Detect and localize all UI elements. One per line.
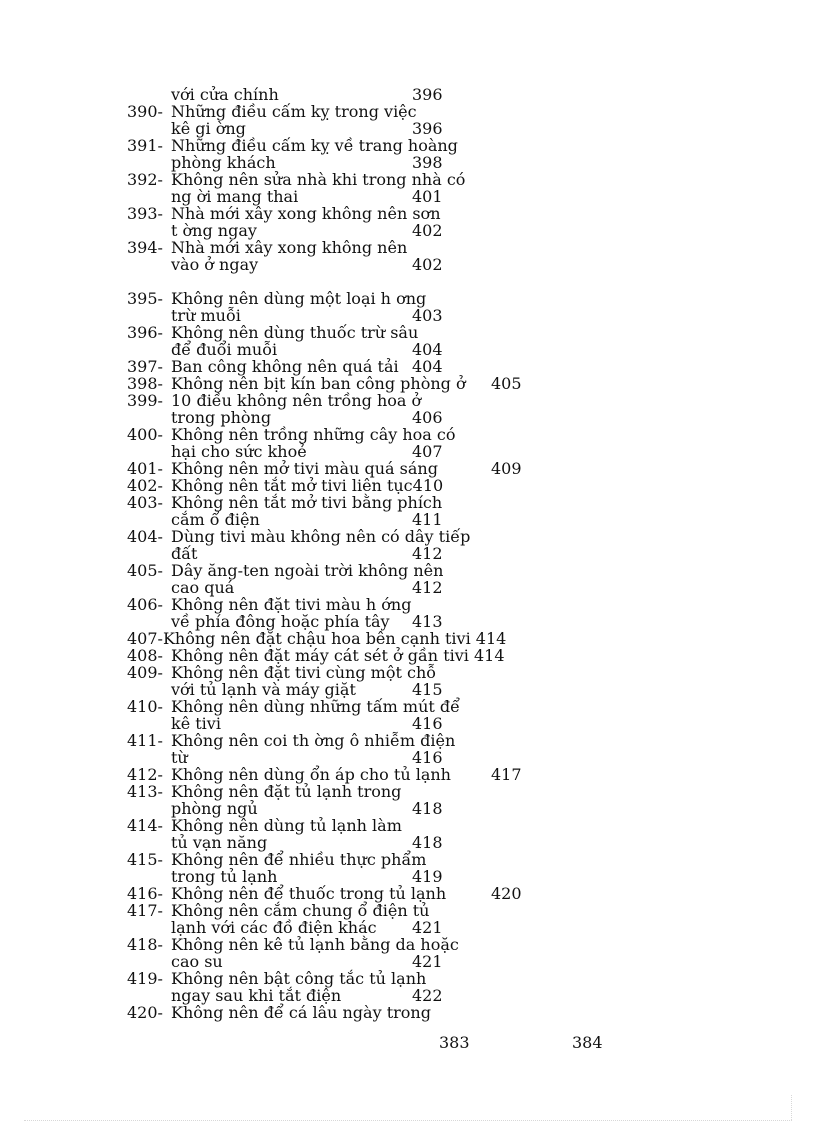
entry-page-number: 421 bbox=[412, 918, 443, 937]
entry-title: Dây ăng-ten ngoài trời không nên bbox=[171, 561, 444, 580]
toc-continuation-line bbox=[0, 800, 816, 817]
toc-continuation-line bbox=[0, 154, 816, 171]
entry-page-number: 402 bbox=[412, 221, 443, 240]
toc-continuation-line bbox=[0, 919, 816, 936]
toc-entry bbox=[0, 392, 816, 409]
toc-continuation-line bbox=[0, 120, 816, 137]
entry-number: 409- bbox=[127, 663, 163, 682]
toc-continuation-line bbox=[0, 256, 816, 273]
entry-number: 400- bbox=[127, 425, 163, 444]
entry-page-number: 416 bbox=[412, 748, 443, 767]
entry-title: ng ời mang thai bbox=[171, 187, 299, 206]
toc-entry bbox=[0, 902, 816, 919]
entry-title: cao quá bbox=[171, 578, 235, 597]
toc-continuation-line bbox=[0, 868, 816, 885]
page-border-right bbox=[791, 1095, 792, 1120]
entry-page-number: 416 bbox=[412, 714, 443, 733]
toc-entry bbox=[0, 562, 816, 579]
toc-entry bbox=[0, 970, 816, 987]
left-page-number: 383 bbox=[439, 1033, 470, 1052]
toc-entry bbox=[0, 239, 816, 256]
toc-continuation-line bbox=[0, 86, 816, 103]
entry-number: 416- bbox=[127, 884, 163, 903]
entry-title: Không nên đặt tủ lạnh trong bbox=[171, 782, 402, 801]
entry-number: 413- bbox=[127, 782, 163, 801]
entry-title: Không nên để nhiều thực phẩm bbox=[171, 850, 427, 869]
entry-number: 394- bbox=[127, 238, 163, 257]
toc-entry bbox=[0, 630, 816, 647]
toc-continuation-line bbox=[0, 307, 816, 324]
entry-number: 415- bbox=[127, 850, 163, 869]
entry-number: 403- bbox=[127, 493, 163, 512]
toc-entry bbox=[0, 528, 816, 545]
toc-entry bbox=[0, 494, 816, 511]
section-gap bbox=[0, 273, 816, 290]
entry-page-number: 418 bbox=[412, 799, 443, 818]
toc-entry bbox=[0, 103, 816, 120]
entry-title: Ban công không nên quá tải bbox=[171, 357, 399, 376]
entry-title: 407-Không nên đặt chậu hoa bên cạnh tivi 414 bbox=[127, 629, 507, 648]
entry-title: để đuổi muỗi bbox=[171, 340, 278, 359]
entry-number: 412- bbox=[127, 765, 163, 784]
entry-number: 392- bbox=[127, 170, 163, 189]
entry-number: 396- bbox=[127, 323, 163, 342]
entry-title: Không nên coi th ờng ô nhiễm điện bbox=[171, 731, 456, 750]
entry-number: 399- bbox=[127, 391, 163, 410]
toc-continuation-line bbox=[0, 953, 816, 970]
entry-title: Không nên dùng một loại h ơng bbox=[171, 289, 427, 308]
toc-entry bbox=[0, 817, 816, 834]
entry-title: cao su bbox=[171, 952, 223, 971]
entry-title: Không nên để thuốc trong tủ lạnh bbox=[171, 884, 447, 903]
entry-title: Không nên bật công tắc tủ lạnh bbox=[171, 969, 427, 988]
entry-page-number: 407 bbox=[412, 442, 443, 461]
toc-continuation-line bbox=[0, 834, 816, 851]
entry-title: Nhà mới xây xong không nên sơn bbox=[171, 204, 441, 223]
entry-title: Không nên sửa nhà khi trong nhà có bbox=[171, 170, 466, 189]
entry-title: Không nên kê tủ lạnh bằng da hoặc bbox=[171, 935, 459, 954]
entry-title: Không nên mở tivi màu quá sáng bbox=[171, 459, 438, 478]
toc-entry bbox=[0, 936, 816, 953]
entry-title: Không nên bịt kín ban công phòng ở bbox=[171, 374, 466, 393]
entry-page-number: 421 bbox=[412, 952, 443, 971]
entry-title: phòng khách bbox=[171, 153, 276, 172]
toc-entry bbox=[0, 664, 816, 681]
entry-title: trong phòng bbox=[171, 408, 272, 427]
toc-continuation-line bbox=[0, 579, 816, 596]
entry-page-number: 406 bbox=[412, 408, 443, 427]
entry-number: 419- bbox=[127, 969, 163, 988]
entry-title: với cửa chính bbox=[171, 85, 279, 104]
entry-title: lạnh với các đồ điện khác bbox=[171, 918, 377, 937]
toc-entry bbox=[0, 375, 816, 392]
toc-continuation-line bbox=[0, 715, 816, 732]
toc-continuation-line bbox=[0, 545, 816, 562]
toc-continuation-line bbox=[0, 681, 816, 698]
entry-title: với tủ lạnh và máy giặt bbox=[171, 680, 356, 699]
toc-continuation-line bbox=[0, 749, 816, 766]
toc-continuation-line bbox=[0, 613, 816, 630]
entry-title: Không nên trồng những cây hoa có bbox=[171, 425, 456, 444]
entry-title: Dùng tivi màu không nên có dây tiếp bbox=[171, 527, 471, 546]
entry-title: đất bbox=[171, 544, 198, 563]
entry-number: 417- bbox=[127, 901, 163, 920]
entry-page-number: 398 bbox=[412, 153, 443, 172]
entry-title: tủ vạn năng bbox=[171, 833, 268, 852]
toc-entry bbox=[0, 766, 816, 783]
entry-page-number: 411 bbox=[412, 510, 443, 529]
entry-page-number: 412 bbox=[412, 544, 443, 563]
entry-page-number: 418 bbox=[412, 833, 443, 852]
toc-continuation-line bbox=[0, 409, 816, 426]
entry-number: 397- bbox=[127, 357, 163, 376]
entry-title: t ờng ngay bbox=[171, 221, 257, 240]
entry-number: 408- bbox=[127, 646, 163, 665]
toc-entry bbox=[0, 885, 816, 902]
entry-number: 404- bbox=[127, 527, 163, 546]
entry-page-number: 420 bbox=[491, 884, 522, 903]
entry-title: phòng ngủ bbox=[171, 799, 258, 818]
entry-title: Không nên tắt mở tivi liên tục410 bbox=[171, 476, 444, 495]
toc-entry bbox=[0, 137, 816, 154]
toc-continuation-line bbox=[0, 987, 816, 1004]
entry-title: Không nên cắm chung ổ điện tủ bbox=[171, 901, 430, 920]
entry-number: 401- bbox=[127, 459, 163, 478]
toc-entry bbox=[0, 426, 816, 443]
entry-title: trừ muỗi bbox=[171, 306, 241, 325]
entry-page-number: 422 bbox=[412, 986, 443, 1005]
entry-title: Không nên đặt tivi màu h ớng bbox=[171, 595, 412, 614]
entry-title: kê gi ờng bbox=[171, 119, 246, 138]
entry-page-number: 405 bbox=[491, 374, 522, 393]
toc-continuation-line bbox=[0, 341, 816, 358]
entry-title: kê tivi bbox=[171, 714, 221, 733]
toc-entry bbox=[0, 698, 816, 715]
entry-number: 418- bbox=[127, 935, 163, 954]
table-of-contents bbox=[0, 86, 816, 1021]
entry-number: 406- bbox=[127, 595, 163, 614]
toc-entry bbox=[0, 1004, 816, 1021]
entry-page-number: 396 bbox=[412, 85, 443, 104]
entry-title: Không nên tắt mở tivi bằng phích bbox=[171, 493, 443, 512]
toc-entry bbox=[0, 205, 816, 222]
entry-title: vào ở ngay bbox=[171, 255, 259, 274]
entry-number: 393- bbox=[127, 204, 163, 223]
toc-entry bbox=[0, 732, 816, 749]
entry-title: ngay sau khi tắt điện bbox=[171, 986, 342, 1005]
entry-page-number: 409 bbox=[491, 459, 522, 478]
entry-page-number: 417 bbox=[491, 765, 522, 784]
entry-number: 410- bbox=[127, 697, 163, 716]
entry-title: 10 điều không nên trồng hoa ở bbox=[171, 391, 422, 410]
toc-continuation-line bbox=[0, 511, 816, 528]
entry-title: về phía đông hoặc phía tây bbox=[171, 612, 390, 631]
entry-title: trong tủ lạnh bbox=[171, 867, 278, 886]
toc-entry bbox=[0, 783, 816, 800]
entry-title: Không nên dùng thuốc trừ sâu bbox=[171, 323, 419, 342]
toc-entry bbox=[0, 460, 816, 477]
entry-title: Không nên dùng ổn áp cho tủ lạnh bbox=[171, 765, 451, 784]
entry-page-number: 413 bbox=[412, 612, 443, 631]
entry-page-number: 412 bbox=[412, 578, 443, 597]
entry-title: Nhà mới xây xong không nên bbox=[171, 238, 408, 257]
entry-title: Không nên để cá lâu ngày trong bbox=[171, 1003, 431, 1022]
entry-title: Không nên đặt tivi cùng một chỗ bbox=[171, 663, 437, 682]
entry-number: 390- bbox=[127, 102, 163, 121]
entry-title: Những điều cấm kỵ trong việc bbox=[171, 102, 417, 121]
entry-number: 402- bbox=[127, 476, 163, 495]
entry-page-number: 404 bbox=[412, 340, 443, 359]
entry-page-number: 401 bbox=[412, 187, 443, 206]
entry-number: 391- bbox=[127, 136, 163, 155]
entry-number: 405- bbox=[127, 561, 163, 580]
toc-entry bbox=[0, 358, 816, 375]
entry-number: 395- bbox=[127, 289, 163, 308]
toc-continuation-line bbox=[0, 222, 816, 239]
entry-title: hại cho sức khoẻ bbox=[171, 442, 307, 461]
entry-title: Không nên đặt máy cát sét ở gần tivi 414 bbox=[171, 646, 505, 665]
entry-title: cắm ổ điện bbox=[171, 510, 260, 529]
entry-page-number: 396 bbox=[412, 119, 443, 138]
toc-entry bbox=[0, 324, 816, 341]
entry-number: 414- bbox=[127, 816, 163, 835]
entry-title: Không nên dùng những tấm mút để bbox=[171, 697, 460, 716]
toc-entry bbox=[0, 290, 816, 307]
entry-page-number: 402 bbox=[412, 255, 443, 274]
entry-title: Không nên dùng tủ lạnh làm bbox=[171, 816, 402, 835]
entry-title: Những điều cấm kỵ về trang hoàng bbox=[171, 136, 458, 155]
toc-entry bbox=[0, 171, 816, 188]
entry-number: 420- bbox=[127, 1003, 163, 1022]
toc-continuation-line bbox=[0, 443, 816, 460]
entry-number: 411- bbox=[127, 731, 163, 750]
toc-entry bbox=[0, 477, 816, 494]
toc-entry bbox=[0, 596, 816, 613]
toc-entry bbox=[0, 647, 816, 664]
entry-page-number: 403 bbox=[412, 306, 443, 325]
toc-entry bbox=[0, 851, 816, 868]
page-border-bottom bbox=[24, 1120, 792, 1121]
entry-page-number: 415 bbox=[412, 680, 443, 699]
entry-title: từ bbox=[171, 748, 188, 767]
toc-continuation-line bbox=[0, 188, 816, 205]
entry-page-number: 404 bbox=[412, 357, 443, 376]
entry-page-number: 419 bbox=[412, 867, 443, 886]
right-page-number: 384 bbox=[572, 1033, 603, 1052]
entry-number: 398- bbox=[127, 374, 163, 393]
